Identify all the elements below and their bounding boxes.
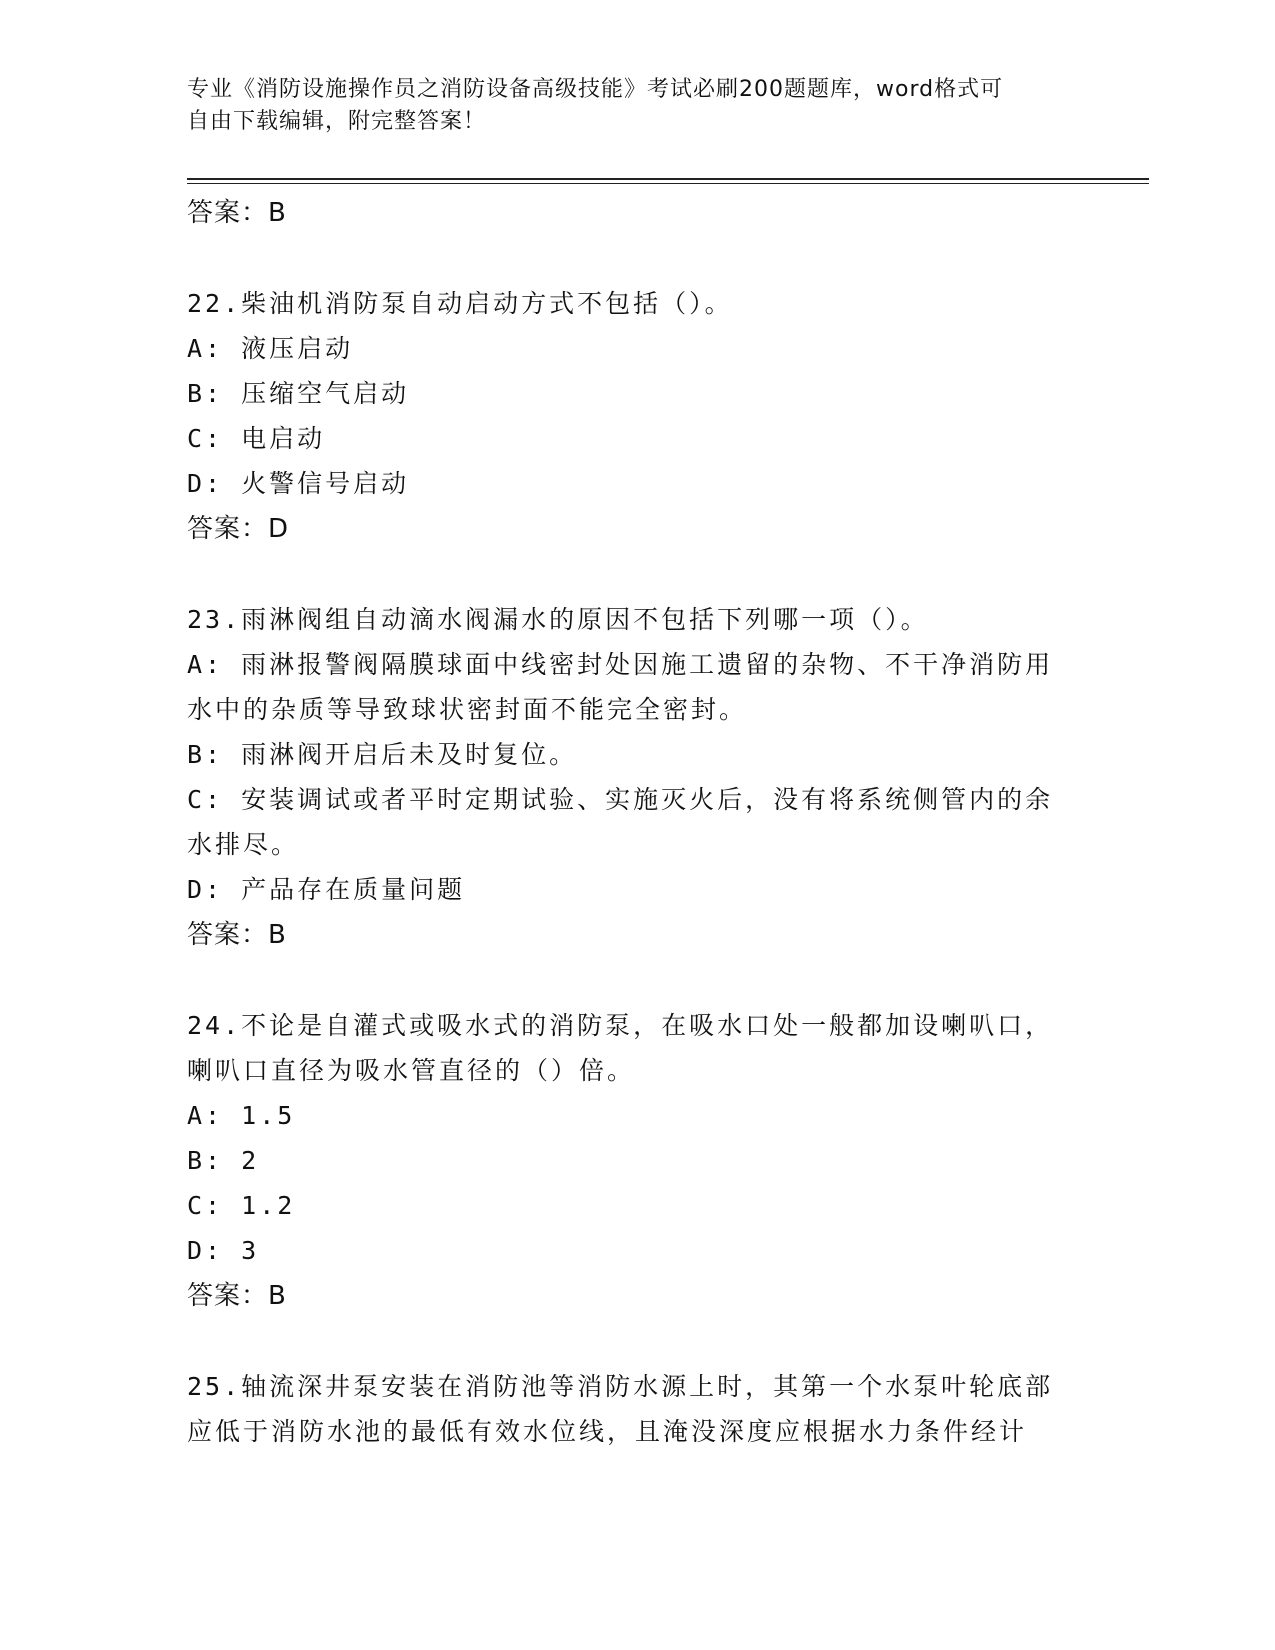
answer-24: 答案：B	[187, 1281, 287, 1311]
question-23-option-a-line-1: A: 雨淋报警阀隔膜球面中线密封处因施工遗留的杂物、不干净消防用	[187, 650, 1054, 679]
answer-22: 答案：D	[187, 514, 290, 544]
question-23-text: 23.雨淋阀组自动滴水阀漏水的原因不包括下列哪一项（）。	[187, 605, 929, 634]
question-24-option-d: D: 3	[187, 1236, 260, 1265]
spacer	[187, 958, 1087, 1003]
question-22-text: 22.柴油机消防泵自动启动方式不包括（）。	[187, 289, 733, 318]
spacer	[187, 1319, 1087, 1364]
spacer	[187, 236, 1087, 281]
question-23-option-c-line-1: C: 安装调试或者平时定期试验、实施灭火后，没有将系统侧管内的余	[187, 785, 1054, 814]
question-23-option-c-line-2: 水排尽。	[187, 830, 300, 859]
question-23-option-b: B: 雨淋阀开启后未及时复位。	[187, 740, 578, 769]
spacer	[187, 552, 1087, 597]
question-block-22	[187, 281, 1087, 552]
header-line-1: 专业《消防设施操作员之消防设备高级技能》考试必刷200题题库，word格式可	[187, 77, 1004, 102]
question-block-25	[187, 1364, 1087, 1454]
question-25-text-line-2: 应低于消防水池的最低有效水位线，且淹没深度应根据水力条件经计	[187, 1417, 1028, 1446]
question-24-option-c: C: 1.2	[187, 1191, 296, 1220]
header-line-2: 自由下载编辑，附完整答案！	[187, 109, 487, 134]
question-24-option-b: B: 2	[187, 1146, 260, 1175]
question-22-option-c: C: 电启动	[187, 424, 326, 453]
question-22-option-a: A: 液压启动	[187, 334, 354, 363]
question-25-text-line-1: 25.轴流深井泵安装在消防池等消防水源上时，其第一个水泵叶轮底部	[187, 1372, 1054, 1401]
question-24-option-a: A: 1.5	[187, 1101, 296, 1130]
question-24-text-line-2: 喇叭口直径为吸水管直径的（）倍。	[187, 1056, 636, 1085]
answer-23: 答案：B	[187, 920, 287, 950]
question-23-option-d: D: 产品存在质量问题	[187, 875, 466, 904]
question-24-text-line-1: 24.不论是自灌式或吸水式的消防泵，在吸水口处一般都加设喇叭口，	[187, 1011, 1054, 1040]
question-block-23	[187, 597, 1087, 958]
header-divider-thick	[187, 178, 1149, 180]
question-block-24	[187, 1003, 1087, 1319]
header-divider-thin	[187, 183, 1149, 184]
question-22-option-b: B: 压缩空气启动	[187, 379, 410, 408]
question-23-option-a-line-2: 水中的杂质等导致球状密封面不能完全密封。	[187, 695, 748, 724]
question-list	[187, 190, 1087, 1454]
page-header	[187, 74, 1067, 138]
question-22-option-d: D: 火警信号启动	[187, 469, 410, 498]
answer-21: 答案：B	[187, 198, 287, 228]
